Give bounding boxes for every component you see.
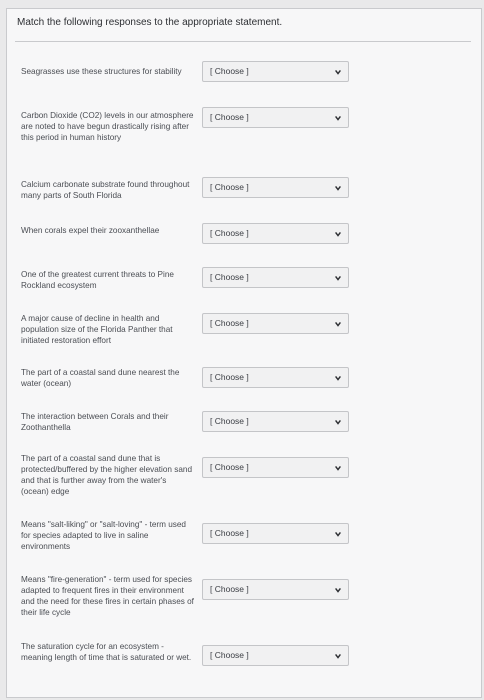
select-value: [ Choose ] <box>210 650 249 660</box>
match-statement: When corals expel their zooxanthellae <box>21 226 160 235</box>
answer-select[interactable] <box>202 523 349 544</box>
select-value: [ Choose ] <box>210 318 249 328</box>
quiz-question-card <box>6 8 482 698</box>
select-value: [ Choose ] <box>210 584 249 594</box>
select-value: [ Choose ] <box>210 228 249 238</box>
chevron-down-icon <box>334 464 342 472</box>
select-value: [ Choose ] <box>210 66 249 76</box>
chevron-down-icon <box>334 274 342 282</box>
select-value: [ Choose ] <box>210 416 249 426</box>
answer-select[interactable] <box>202 61 349 82</box>
answer-select[interactable] <box>202 457 349 478</box>
match-statement: The saturation cycle for an ecosystem - meaning length of time that is saturated or wet. <box>21 642 192 662</box>
select-value: [ Choose ] <box>210 462 249 472</box>
chevron-down-icon <box>334 184 342 192</box>
chevron-down-icon <box>334 320 342 328</box>
match-statement: The interaction between Corals and their Zoothanthella <box>21 412 169 432</box>
answer-select[interactable] <box>202 267 349 288</box>
chevron-down-icon <box>334 230 342 238</box>
chevron-down-icon <box>334 530 342 538</box>
match-statement: One of the greatest current threats to Pine Rockland ecosystem <box>21 270 174 290</box>
chevron-down-icon <box>334 418 342 426</box>
match-statement: Carbon Dioxide (CO2) levels in our atmosphere are noted to have begun drastically rising after this period in human history <box>21 111 194 142</box>
answer-select[interactable] <box>202 579 349 600</box>
match-statement: The part of a coastal sand dune nearest the water (ocean) <box>21 368 180 388</box>
answer-select[interactable] <box>202 107 349 128</box>
answer-select[interactable] <box>202 367 349 388</box>
answer-select[interactable] <box>202 223 349 244</box>
chevron-down-icon <box>334 114 342 122</box>
answer-select[interactable] <box>202 177 349 198</box>
match-statement: Calcium carbonate substrate found throughout many parts of South Florida <box>21 180 190 200</box>
match-statement: The part of a coastal sand dune that is protected/buffered by the higher elevation sand and that is further away from the water's (ocean) edge <box>21 454 192 496</box>
match-statement: Means "fire-generation" - term used for species adapted to frequent fires in their environment and the need for these fires in certain phases of their life cycle <box>21 575 194 617</box>
match-statement: Seagrasses use these structures for stability <box>21 67 182 76</box>
select-value: [ Choose ] <box>210 528 249 538</box>
answer-select[interactable] <box>202 645 349 666</box>
chevron-down-icon <box>334 68 342 76</box>
answer-select[interactable] <box>202 313 349 334</box>
select-value: [ Choose ] <box>210 112 249 122</box>
select-value: [ Choose ] <box>210 272 249 282</box>
question-instruction: Match the following responses to the appropriate statement. <box>17 17 283 28</box>
match-statement: A major cause of decline in health and population size of the Florida Panther that initiated restoration effort <box>21 314 173 345</box>
chevron-down-icon <box>334 586 342 594</box>
match-statement: Means "salt-liking" or "salt-loving" - term used for species adapted to live in saline environments <box>21 520 186 551</box>
chevron-down-icon <box>334 374 342 382</box>
select-value: [ Choose ] <box>210 182 249 192</box>
divider <box>15 41 471 42</box>
chevron-down-icon <box>334 652 342 660</box>
select-value: [ Choose ] <box>210 372 249 382</box>
answer-select[interactable] <box>202 411 349 432</box>
